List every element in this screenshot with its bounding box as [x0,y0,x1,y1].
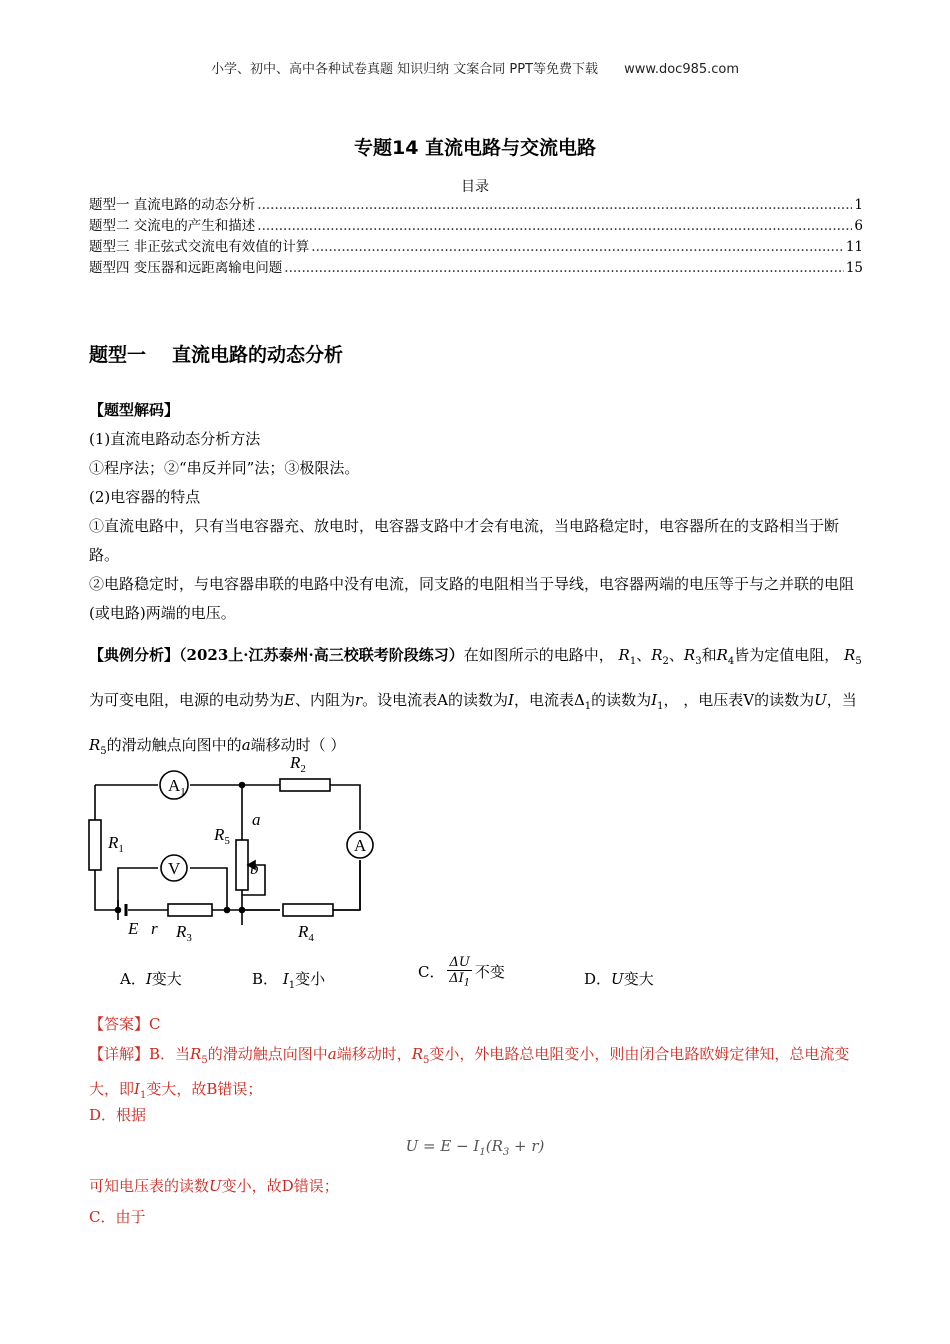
label-a1: $A_1$ [168,776,186,798]
formula: $U = E - I_1(R_3 + r)$ [405,1137,545,1158]
toc-item[interactable]: 题型二 交流电的产生和描述 ..... 6 [89,214,863,234]
label-r4: $R_4$ [298,922,314,944]
label-r5: $R_5$ [214,825,230,847]
example-question: 【典例分析】（2023上·江苏泰州·高三校联考阶段练习）在如图所示的电路中， $R_1$、$R_2$、$R_3$和$R_4$皆为定值电阻， $R_5$为可变电阻，电源的电动势为E、内阻为r。设电流表A的读数为I，电流表$\Delta_1$的读数为$I_1$， ，电压表V的读数为U，当$R_5$的滑动触点向图中的a端移动时（ ） [89,646,862,757]
toc-heading: 目录 [461,179,489,195]
label-r2: $R_2$ [290,753,306,775]
answer: 【答案】C [89,1015,161,1033]
toc-item[interactable]: 题型四 变压器和远距离输电问题 ..... 15 [89,256,863,276]
decode-heading: 【题型解码】 [89,401,180,419]
label-r: r [151,919,158,938]
header-url[interactable]: www.doc985.com [624,62,740,77]
toc-item[interactable]: 题型一 直流电路的动态分析 ..... 1 [89,193,863,213]
label-v: V [168,859,181,878]
resistor-r5 [236,840,248,890]
detail-d2: 可知电压表的读数U变小，故D错误； [89,1177,339,1195]
page-title: 专题14 直流电路与交流电路 [353,137,597,159]
circuit-diagram [80,740,390,950]
choice-d[interactable]: D．U变大 [584,970,654,988]
junction [225,908,230,913]
label-a: A [354,836,367,855]
label-b: b [250,859,259,878]
choice-a[interactable]: A．I变大 [120,970,182,988]
resistor-r1 [89,820,101,870]
header-text: 小学、初中、高中各种试卷真题 知识归纳 文案合同 PPT等免费下载 [210,62,598,77]
wire [242,860,360,910]
detail-b: 【详解】B．当$R_5$的滑动触点向图中a端移动时，$R_5$变小，外电路总电阻变小，则由闭合电路欧姆定律知，总电流变大，即$I_1$变大，故B错误； [89,1045,850,1101]
decode-line: (1)直流电路动态分析方法 [89,430,261,448]
choice-b[interactable]: B． $I_1$变小 [252,970,326,991]
junction [116,908,121,913]
label-a: a [252,810,261,829]
detail-d: D．根据 [89,1106,147,1124]
decode-line: ①直流电路中，只有当电容器充、放电时，电容器支路中才会有电流，当电路稳定时，电容器所在的支路相当于断路。 [89,517,840,564]
detail-c: C．由于 [89,1208,146,1226]
decode-line: ①程序法；②“串反并同”法；③极限法。 [89,459,360,477]
page-header [0,58,950,77]
resistor-r4 [283,904,333,916]
decode-line: (2)电容器的特点 [89,488,201,506]
choice-c[interactable]: C． ΔU $\Delta I_1$ 不变 [418,955,505,989]
toc-item[interactable]: 题型三 非正弦式交流电有效值的计算 ..... 11 [89,235,863,255]
resistor-r2 [280,779,330,791]
label-r3: $R_3$ [176,922,192,944]
junction [240,783,245,788]
junction [240,908,245,913]
decode-line: ②电路稳定时，与电容器串联的电路中没有电流，同支路的电阻相当于导线，电容器两端的电压等于与之并联的电阻(或电路)两端的电压。 [89,575,855,622]
label-r1: $R_1$ [108,833,124,855]
label-e: E [128,919,139,938]
resistor-r3 [168,904,212,916]
section-heading: 题型一 直流电路的动态分析 [89,344,344,366]
